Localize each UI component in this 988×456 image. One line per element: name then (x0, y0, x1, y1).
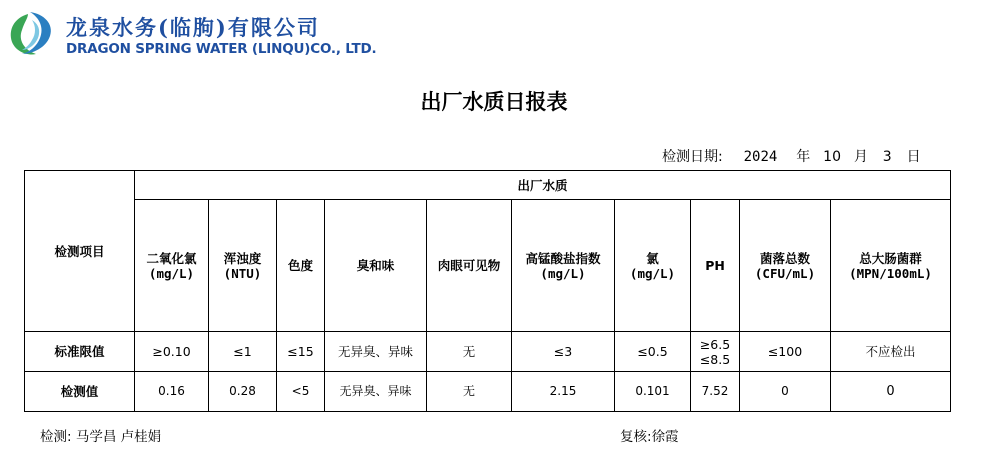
limit-label: 标准限值 (25, 332, 135, 372)
date-year: 2024 (743, 149, 778, 165)
limit-cell: 无异臭、异味 (325, 332, 427, 372)
date-label: 检测日期: (662, 149, 723, 165)
value-cell: 0 (831, 372, 951, 412)
company-name-en: DRAGON SPRING WATER (LINQU)CO., LTD. (66, 41, 377, 57)
value-cell: 0.101 (615, 372, 691, 412)
value-cell: 0.28 (209, 372, 277, 412)
limit-cell: ≥0.10 (135, 332, 209, 372)
limit-cell: ≤1 (209, 332, 277, 372)
report-date (662, 146, 921, 166)
col-header-visible-matter: 肉眼可见物 (427, 200, 512, 332)
date-month-unit: 月 (853, 149, 868, 165)
value-cell: 0 (740, 372, 831, 412)
value-cell: 无 (427, 372, 512, 412)
col-header-chlorine-dioxide: 二氧化氯 (mg/L) (135, 200, 209, 332)
col-header-total-coliforms: 总大肠菌群 (MPN/100mL) (831, 200, 951, 332)
col-header-chlorine: 氯 (mg/L) (615, 200, 691, 332)
report-title: 出厂水质日报表 (420, 89, 568, 114)
col-header-ph: PH (691, 200, 740, 332)
company-logo (6, 10, 58, 58)
reviewed-by-name: 徐霞 (651, 429, 679, 445)
col-header-odor-taste: 臭和味 (325, 200, 427, 332)
table-row-limits (25, 332, 951, 372)
col-header-turbidity: 浑浊度 (NTU) (209, 200, 277, 332)
row-header-item: 检测项目 (25, 171, 135, 332)
col-header-colony-count: 菌落总数 (CFU/mL) (740, 200, 831, 332)
tested-by-label: 检测: (40, 429, 72, 445)
value-label: 检测值 (25, 372, 135, 412)
col-header-permanganate-index: 高锰酸盐指数 (mg/L) (512, 200, 615, 332)
reviewed-by-label: 复核: (620, 429, 652, 445)
date-day-unit: 日 (906, 149, 921, 165)
date-month: 10 (823, 149, 841, 165)
col-header-color: 色度 (277, 200, 325, 332)
limit-cell: ≤15 (277, 332, 325, 372)
value-cell: 0.16 (135, 372, 209, 412)
limit-cell: ≤100 (740, 332, 831, 372)
group-header: 出厂水质 (135, 171, 951, 200)
tested-by-names: 马学昌 卢桂娟 (75, 429, 162, 445)
limit-cell: ≤3 (512, 332, 615, 372)
value-cell: 无异臭、异味 (325, 372, 427, 412)
limit-cell: ≥6.5 ≤8.5 (691, 332, 740, 372)
limit-cell: 无 (427, 332, 512, 372)
value-cell: 7.52 (691, 372, 740, 412)
reviewed-by (620, 425, 679, 445)
limit-cell: 不应检出 (831, 332, 951, 372)
value-cell: 2.15 (512, 372, 615, 412)
company-name-cn: 龙泉水务(临朐)有限公司 (66, 15, 320, 40)
limit-cell: ≤0.5 (615, 332, 691, 372)
water-quality-table (24, 170, 951, 412)
value-cell: <5 (277, 372, 325, 412)
table-row-values (25, 372, 951, 412)
tested-by (40, 425, 161, 445)
date-year-unit: 年 (796, 149, 811, 165)
date-day: 3 (882, 149, 892, 165)
